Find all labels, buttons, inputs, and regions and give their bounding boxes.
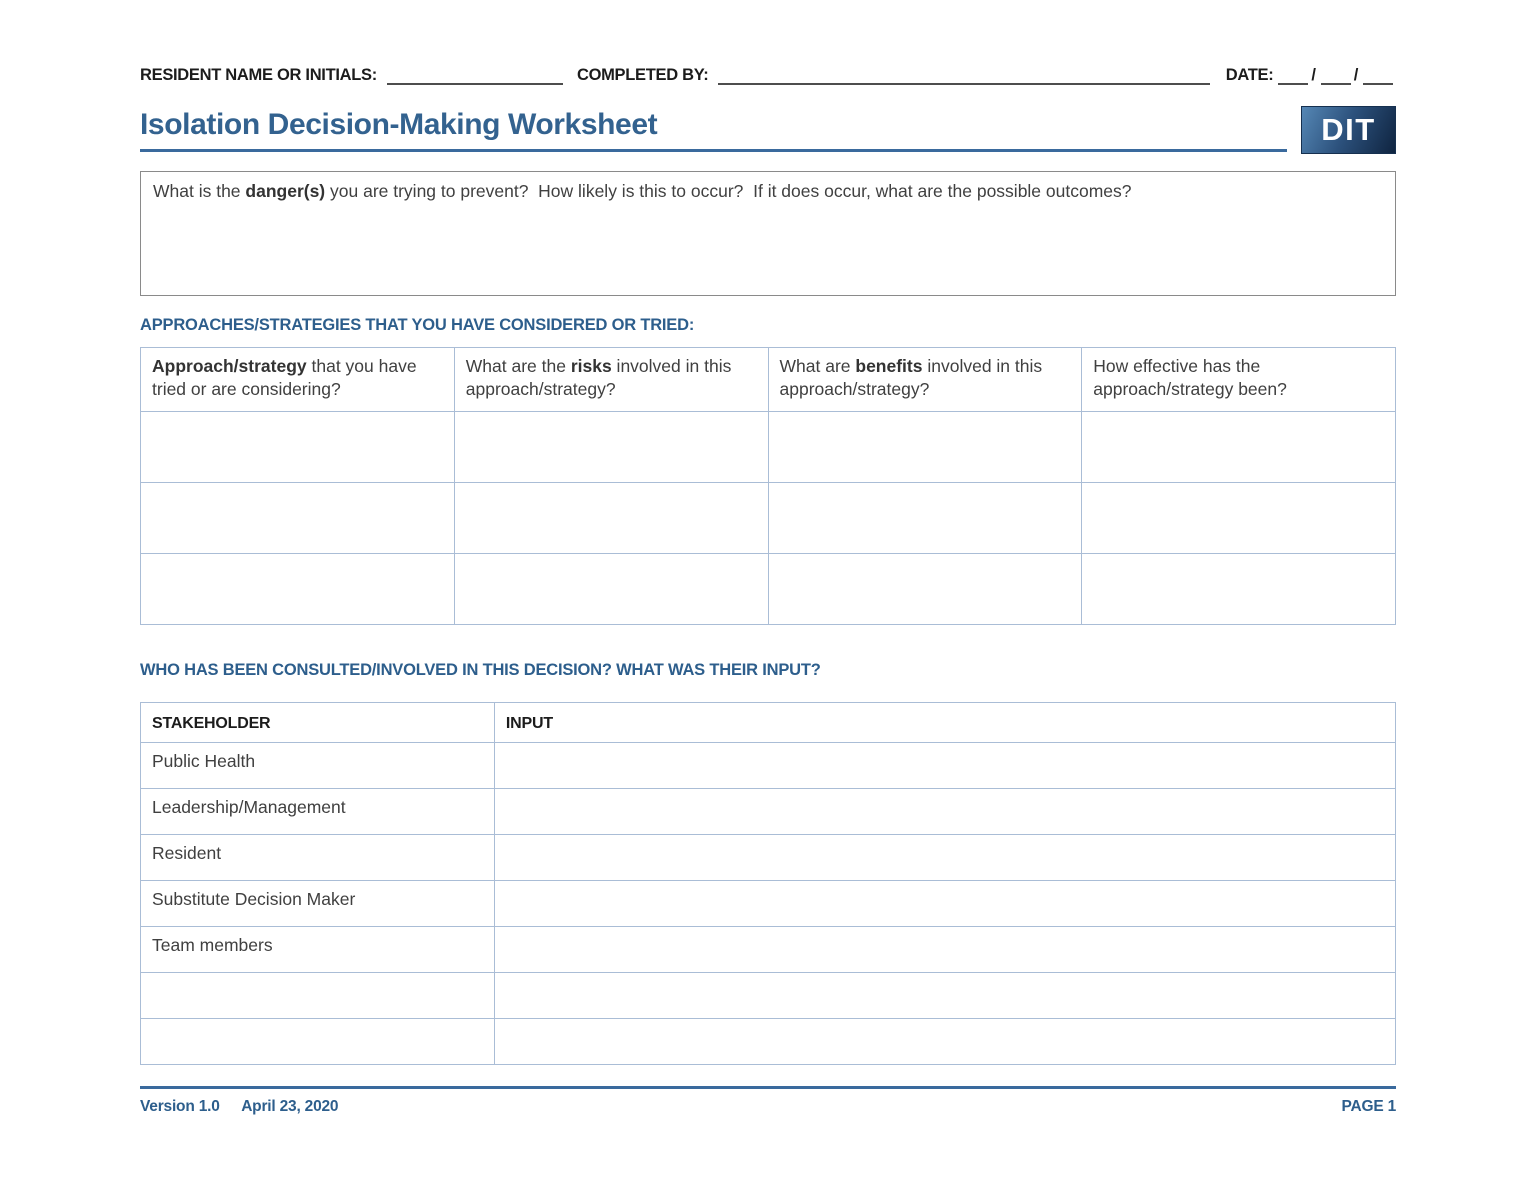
input-cell <box>494 1019 1395 1065</box>
stakeholder-cell <box>141 973 495 1019</box>
approaches-header-cell-3: How effective has the approach/strategy been? <box>1082 347 1396 412</box>
stakeholder-row <box>141 1019 1396 1065</box>
approaches-empty-cell <box>141 412 455 483</box>
resident-name-label: RESIDENT NAME OR INITIALS: <box>140 66 377 84</box>
form-header <box>140 66 1396 86</box>
approaches-empty-cell <box>454 412 768 483</box>
approaches-empty-cell <box>768 483 1082 554</box>
section-heading-approaches: APPROACHES/STRATEGIES THAT YOU HAVE CONSIDERED OR TRIED: <box>140 315 695 334</box>
stakeholder-cell: Resident <box>141 835 495 881</box>
resident-name-blank <box>387 68 563 85</box>
title-row <box>140 106 1396 152</box>
date-month-blank <box>1278 68 1308 85</box>
page-title: Isolation Decision-Making Worksheet <box>140 107 658 141</box>
date-label: DATE: <box>1225 66 1274 84</box>
worksheet-page <box>140 0 1396 1065</box>
stakeholder-row <box>141 927 1396 973</box>
stakeholder-header-cell-1: INPUT <box>494 703 1395 743</box>
approaches-empty-cell <box>1082 412 1396 483</box>
stakeholder-row <box>141 743 1396 789</box>
approaches-table <box>140 347 1396 626</box>
section-heading-consulted: WHO HAS BEEN CONSULTED/INVOLVED IN THIS DECISION? WHAT WAS THEIR INPUT? <box>140 661 821 680</box>
date-day-blank <box>1321 68 1351 85</box>
stakeholder-row <box>141 789 1396 835</box>
input-cell <box>494 973 1395 1019</box>
date-slash: / <box>1311 66 1316 84</box>
completed-by-blank <box>718 68 1209 85</box>
input-cell <box>494 835 1395 881</box>
title-rule <box>140 149 1287 152</box>
stakeholder-header-cell-0: STAKEHOLDER <box>141 703 495 743</box>
approaches-empty-cell <box>1082 483 1396 554</box>
footer-rule <box>140 1086 1396 1089</box>
stakeholder-cell: Team members <box>141 927 495 973</box>
approaches-empty-cell <box>141 554 455 625</box>
approaches-empty-cell <box>454 483 768 554</box>
approaches-empty-row <box>141 554 1396 625</box>
page-footer <box>140 1086 1396 1116</box>
stakeholder-cell: Public Health <box>141 743 495 789</box>
approaches-empty-row <box>141 412 1396 483</box>
stakeholder-row <box>141 881 1396 927</box>
input-cell <box>494 881 1395 927</box>
version-date-text: April 23, 2020 <box>241 1098 339 1115</box>
date-year-blank <box>1363 68 1393 85</box>
version-info <box>140 1098 356 1116</box>
stakeholder-row <box>141 835 1396 881</box>
completed-by-label: COMPLETED BY: <box>576 66 709 84</box>
approaches-empty-row <box>141 483 1396 554</box>
approaches-empty-cell <box>454 554 768 625</box>
approaches-empty-cell <box>768 412 1082 483</box>
input-cell <box>494 927 1395 973</box>
danger-question-box <box>140 171 1396 296</box>
stakeholder-row <box>141 973 1396 1019</box>
stakeholder-cell: Leadership/Management <box>141 789 495 835</box>
page-number: PAGE 1 <box>1341 1098 1396 1115</box>
date-slash: / <box>1353 66 1358 84</box>
input-cell <box>494 743 1395 789</box>
approaches-header-cell-0: Approach/strategy that you have tried or are considering? <box>141 347 455 412</box>
version-text: Version 1.0 <box>140 1098 220 1115</box>
stakeholder-cell: Substitute Decision Maker <box>141 881 495 927</box>
dit-logo: DIT <box>1301 106 1396 154</box>
approaches-empty-cell <box>141 483 455 554</box>
input-cell <box>494 789 1395 835</box>
stakeholder-cell <box>141 1019 495 1065</box>
danger-question-text: What is the danger(s) you are trying to prevent? How likely is this to occur? If it does occur, what are the possible outcomes? <box>153 180 1132 201</box>
approaches-empty-cell <box>768 554 1082 625</box>
approaches-empty-cell <box>1082 554 1396 625</box>
approaches-header-cell-1: What are the risks involved in this approach/strategy? <box>454 347 768 412</box>
stakeholder-table <box>140 702 1396 1065</box>
approaches-header-cell-2: What are benefits involved in this approach/strategy? <box>768 347 1082 412</box>
